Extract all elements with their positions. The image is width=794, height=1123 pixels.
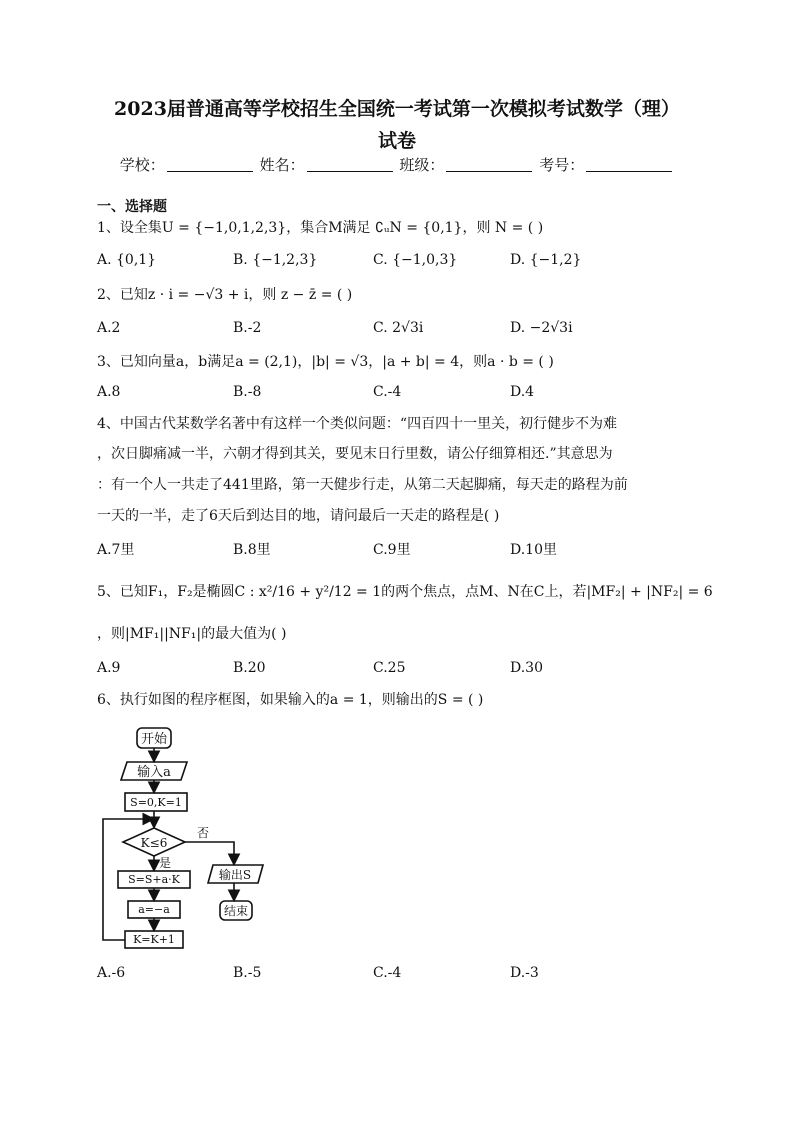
student-info-row <box>0 154 794 175</box>
q3-option-b[interactable]: B.-8 <box>233 384 262 400</box>
question-4-line-2: ，次日脚痛减一半，六朝才得到其关，要见末日行里数，请公仔细算相还.”其意思为 <box>97 446 613 462</box>
q2-option-a[interactable]: A.2 <box>97 320 121 336</box>
school-blank[interactable] <box>167 157 253 172</box>
q5-option-d[interactable]: D.30 <box>510 660 543 676</box>
question-4-line-1: 4、中国古代某数学名著中有这样一个类似问题：“四百四十一里关，初行健步不为难 <box>97 416 618 432</box>
q6-option-a[interactable]: A.-6 <box>97 965 126 981</box>
q1-option-c[interactable]: C. {−1,0,3} <box>373 252 458 268</box>
flow-end-label: 结束 <box>223 904 249 918</box>
question-1-text: 1、设全集U = {−1,0,1,2,3}，集合M满足 ∁ᵤN = {0,1}，则 N = ( ) <box>97 220 544 236</box>
program-flowchart <box>95 720 285 954</box>
number-label: 考号： <box>539 156 585 174</box>
question-5-line-1: 5、已知F₁，F₂是椭圆C : x²/16 + y²/12 = 1的两个焦点，点M、N在C上，若|MF₂| + |NF₂| = 6 <box>97 584 713 600</box>
q1-option-a[interactable]: A. {0,1} <box>97 252 157 268</box>
section-heading: 一、选择题 <box>97 199 167 215</box>
school-label: 学校： <box>119 156 165 174</box>
flow-output-label: 输出S <box>218 868 252 882</box>
q4-option-d[interactable]: D.10里 <box>510 542 557 558</box>
q3-option-d[interactable]: D.4 <box>510 384 535 400</box>
flow-step3-label: K=K+1 <box>133 933 175 946</box>
question-5-line-2: ，则|MF₁||NF₁|的最大值为( ) <box>97 626 287 642</box>
q5-option-c[interactable]: C.25 <box>373 660 406 676</box>
q5-option-b[interactable]: B.20 <box>233 660 266 676</box>
flow-start-label: 开始 <box>140 732 168 747</box>
flow-yes-label: 是 <box>159 856 172 870</box>
flow-condition-label: K≤6 <box>140 836 168 850</box>
name-label: 姓名： <box>259 156 305 174</box>
q1-option-d[interactable]: D. {−1,2} <box>510 252 582 268</box>
q2-option-b[interactable]: B.-2 <box>233 320 262 336</box>
flow-step1-label: S=S+a·K <box>128 873 180 886</box>
exam-title-line2: 试卷 <box>377 130 416 152</box>
name-blank[interactable] <box>307 157 393 172</box>
flow-step2-label: a=−a <box>138 903 170 916</box>
class-label: 班级： <box>399 156 445 174</box>
q2-option-d[interactable]: D. −2√3i <box>510 320 573 336</box>
class-blank[interactable] <box>446 157 532 172</box>
exam-title-line1: 2023届普通高等学校招生全国统一考试第一次模拟考试数学（理） <box>114 98 680 120</box>
question-3-text: 3、已知向量a，b满足a = (2,1)，|b| = √3，|a + b| = 4，则a · b = ( ) <box>97 354 554 370</box>
q4-option-b[interactable]: B.8里 <box>233 542 271 558</box>
question-2-text: 2、已知z · i = −√3 + i，则 z − z̄ = ( ) <box>97 287 353 303</box>
flow-init-label: S=0,K=1 <box>130 796 182 809</box>
q6-option-c[interactable]: C.-4 <box>373 965 402 981</box>
question-4-line-4: 一天的一半，走了6天后到达目的地，请问最后一天走的路程是( ) <box>97 508 500 524</box>
number-blank[interactable] <box>586 157 672 172</box>
q3-option-a[interactable]: A.8 <box>97 384 121 400</box>
q2-option-c[interactable]: C. 2√3i <box>373 320 424 336</box>
q1-option-b[interactable]: B. {−1,2,3} <box>233 252 318 268</box>
q6-option-d[interactable]: D.-3 <box>510 965 539 981</box>
q3-option-c[interactable]: C.-4 <box>373 384 402 400</box>
q4-option-a[interactable]: A.7里 <box>97 542 135 558</box>
flow-input-label: 输入a <box>137 765 171 780</box>
question-4-line-3: ：有一个人一共走了441里路，第一天健步行走，从第二天起脚痛，每天走的路程为前 <box>97 477 628 493</box>
q5-option-a[interactable]: A.9 <box>97 660 121 676</box>
flow-no-label: 否 <box>197 826 210 840</box>
q6-option-b[interactable]: B.-5 <box>233 965 262 981</box>
question-6-text: 6、执行如图的程序框图，如果输入的a = 1，则输出的S = ( ) <box>97 692 484 708</box>
q4-option-c[interactable]: C.9里 <box>373 542 411 558</box>
